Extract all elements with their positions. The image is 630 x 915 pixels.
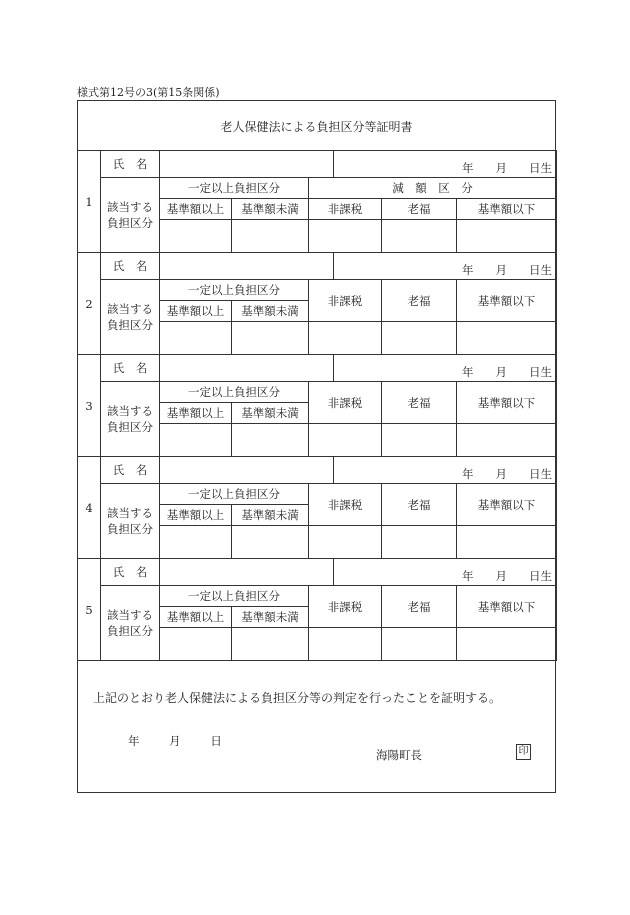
applicable-category-label: 該当する 負担区分 bbox=[101, 382, 160, 457]
document-title: 老人保健法による負担区分等証明書 bbox=[220, 120, 413, 134]
non-taxable-cell[interactable] bbox=[309, 526, 382, 559]
standard-or-less-header: 基準額以下 bbox=[457, 586, 557, 628]
non-taxable-cell[interactable] bbox=[309, 322, 382, 355]
below-standard-cell[interactable] bbox=[232, 220, 309, 253]
standard-or-less-cell[interactable] bbox=[457, 322, 557, 355]
non-taxable-cell[interactable] bbox=[309, 628, 382, 661]
above-standard-cell[interactable] bbox=[160, 220, 232, 253]
name-field[interactable] bbox=[160, 355, 334, 382]
certification-statement: 上記のとおり老人保健法による負担区分等の判定を行ったことを証明する。 bbox=[93, 691, 502, 705]
welfare-cell[interactable] bbox=[382, 322, 457, 355]
below-standard-cell[interactable] bbox=[232, 526, 309, 559]
record-number: 2 bbox=[78, 253, 101, 355]
below-standard-header: 基準額未満 bbox=[232, 199, 309, 220]
non-taxable-header: 非課税 bbox=[309, 280, 382, 322]
name-label: 氏 名 bbox=[101, 457, 160, 484]
birth-date-field[interactable]: 年 月 日生 bbox=[334, 151, 557, 178]
below-standard-header: 基準額未満 bbox=[232, 505, 309, 526]
name-field[interactable] bbox=[160, 151, 334, 178]
applicable-category-label: 該当する 負担区分 bbox=[101, 280, 160, 355]
above-standard-header: 基準額以上 bbox=[160, 607, 232, 628]
standard-or-less-header: 基準額以下 bbox=[457, 199, 557, 220]
issue-year-label: 年 bbox=[128, 734, 140, 748]
reduction-header: 減 額 区 分 bbox=[309, 178, 557, 199]
name-field[interactable] bbox=[160, 253, 334, 280]
above-standard-cell[interactable] bbox=[160, 526, 232, 559]
below-standard-cell[interactable] bbox=[232, 322, 309, 355]
form-number-label: 様式第12号の3(第15条関係) bbox=[77, 86, 220, 99]
name-field[interactable] bbox=[160, 559, 334, 586]
above-standard-header: 基準額以上 bbox=[160, 301, 232, 322]
welfare-header: 老福 bbox=[382, 382, 457, 424]
welfare-header: 老福 bbox=[382, 199, 457, 220]
issue-month-label: 月 bbox=[169, 734, 181, 748]
standard-or-less-header: 基準額以下 bbox=[457, 484, 557, 526]
below-standard-cell[interactable] bbox=[232, 424, 309, 457]
welfare-cell[interactable] bbox=[382, 628, 457, 661]
non-taxable-header: 非課税 bbox=[309, 382, 382, 424]
record-3-name-row bbox=[78, 355, 557, 382]
record-number: 5 bbox=[78, 559, 101, 661]
below-standard-header: 基準額未満 bbox=[232, 403, 309, 424]
applicable-category-label: 該当する 負担区分 bbox=[101, 586, 160, 661]
non-taxable-header: 非課税 bbox=[309, 199, 382, 220]
welfare-header: 老福 bbox=[382, 484, 457, 526]
welfare-cell[interactable] bbox=[382, 220, 457, 253]
birth-date-field[interactable]: 年 月 日生 bbox=[334, 457, 557, 484]
name-field[interactable] bbox=[160, 457, 334, 484]
birth-date-field[interactable]: 年 月 日生 bbox=[334, 355, 557, 382]
fixed-or-more-header: 一定以上負担区分 bbox=[160, 586, 309, 607]
records-table bbox=[77, 150, 557, 661]
fixed-or-more-header: 一定以上負担区分 bbox=[160, 484, 309, 505]
name-label: 氏 名 bbox=[101, 151, 160, 178]
certificate-frame bbox=[77, 100, 556, 793]
standard-or-less-header: 基準額以下 bbox=[457, 280, 557, 322]
welfare-cell[interactable] bbox=[382, 526, 457, 559]
birth-date-field[interactable]: 年 月 日生 bbox=[334, 253, 557, 280]
record-1-name-row bbox=[78, 151, 557, 178]
standard-or-less-cell[interactable] bbox=[457, 628, 557, 661]
above-standard-header: 基準額以上 bbox=[160, 199, 232, 220]
mayor-title: 海陽町長 bbox=[376, 748, 422, 762]
birth-date-field[interactable]: 年 月 日生 bbox=[334, 559, 557, 586]
above-standard-cell[interactable] bbox=[160, 322, 232, 355]
record-number: 3 bbox=[78, 355, 101, 457]
applicable-category-label: 該当する 負担区分 bbox=[101, 484, 160, 559]
below-standard-cell[interactable] bbox=[232, 628, 309, 661]
welfare-cell[interactable] bbox=[382, 424, 457, 457]
seal-mark: 印 bbox=[516, 744, 531, 760]
name-label: 氏 名 bbox=[101, 253, 160, 280]
welfare-header: 老福 bbox=[382, 586, 457, 628]
standard-or-less-cell[interactable] bbox=[457, 220, 557, 253]
applicable-category-label: 該当する 負担区分 bbox=[101, 178, 160, 253]
fixed-or-more-header: 一定以上負担区分 bbox=[160, 178, 309, 199]
record-number: 1 bbox=[78, 151, 101, 253]
non-taxable-header: 非課税 bbox=[309, 484, 382, 526]
above-standard-header: 基準額以上 bbox=[160, 403, 232, 424]
record-5-name-row bbox=[78, 559, 557, 586]
record-2-name-row bbox=[78, 253, 557, 280]
issue-day-label: 日 bbox=[210, 734, 222, 748]
welfare-header: 老福 bbox=[382, 280, 457, 322]
name-label: 氏 名 bbox=[101, 355, 160, 382]
issue-date[interactable] bbox=[128, 733, 248, 749]
below-standard-header: 基準額未満 bbox=[232, 607, 309, 628]
non-taxable-cell[interactable] bbox=[309, 220, 382, 253]
non-taxable-cell[interactable] bbox=[309, 424, 382, 457]
fixed-or-more-header: 一定以上負担区分 bbox=[160, 280, 309, 301]
above-standard-cell[interactable] bbox=[160, 628, 232, 661]
below-standard-header: 基準額未満 bbox=[232, 301, 309, 322]
name-label: 氏 名 bbox=[101, 559, 160, 586]
above-standard-header: 基準額以上 bbox=[160, 505, 232, 526]
fixed-or-more-header: 一定以上負担区分 bbox=[160, 382, 309, 403]
standard-or-less-cell[interactable] bbox=[457, 526, 557, 559]
record-4-name-row bbox=[78, 457, 557, 484]
standard-or-less-cell[interactable] bbox=[457, 424, 557, 457]
standard-or-less-header: 基準額以下 bbox=[457, 382, 557, 424]
record-number: 4 bbox=[78, 457, 101, 559]
non-taxable-header: 非課税 bbox=[309, 586, 382, 628]
above-standard-cell[interactable] bbox=[160, 424, 232, 457]
